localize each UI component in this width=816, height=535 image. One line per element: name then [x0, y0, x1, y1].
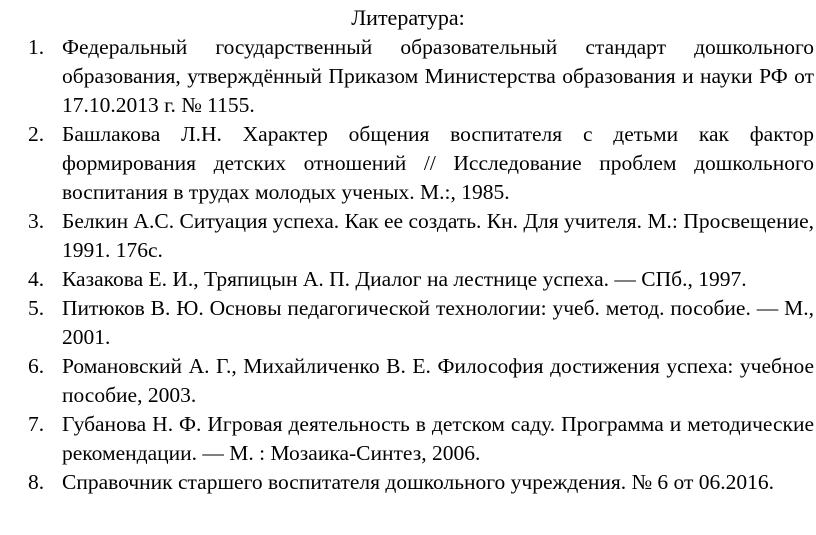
reference-item: [0, 207, 816, 265]
reference-number: 4.: [28, 267, 45, 291]
page-title: Литература:: [351, 5, 465, 30]
reference-item: [0, 265, 816, 294]
reference-number: 3.: [28, 209, 45, 233]
reference-text: Казакова Е. И., Тряпицын А. П. Диалог на лестнице успеха. — СПб., 1997.: [62, 267, 747, 291]
reference-number: 6.: [28, 354, 45, 378]
reference-text: Федеральный государственный образовательный стандарт дошкольного образования, утверждённый Приказом Министерства образования и науки РФ от 17.10.2013 г. № 1155.: [62, 35, 814, 117]
reference-text: Губанова Н. Ф. Игровая деятельность в детском саду. Программа и методические рекомендации. — М. : Мозаика-Синтез, 2006.: [62, 412, 814, 465]
reference-list: [0, 33, 816, 497]
reference-number: 5.: [28, 296, 45, 320]
reference-text: Питюков В. Ю. Основы педагогической технологии: учеб. метод. пособие. — М., 2001.: [62, 296, 814, 349]
reference-item: [0, 352, 816, 410]
reference-text: Башлакова Л.Н. Характер общения воспитателя с детьми как фактор формирования детских отношений // Исследование проблем дошкольного воспитания в трудах молодых ученых. М.:, 1985.: [62, 122, 814, 204]
reference-number: 7.: [28, 412, 45, 436]
reference-number: 8.: [28, 470, 45, 494]
reference-item: [0, 33, 816, 120]
reference-item: [0, 468, 816, 497]
reference-number: 1.: [28, 35, 45, 59]
reference-item: [0, 410, 816, 468]
reference-text: Романовский А. Г., Михайличенко В. Е. Философия достижения успеха: учебное пособие, 2003.: [62, 354, 814, 407]
reference-item: [0, 294, 816, 352]
reference-text: Белкин А.С. Ситуация успеха. Как ее создать. Кн. Для учителя. М.: Просвещение, 1991. 176с.: [62, 209, 814, 262]
reference-item: [0, 120, 816, 207]
reference-number: 2.: [28, 122, 45, 146]
reference-text: Справочник старшего воспитателя дошкольного учреждения. № 6 от 06.2016.: [62, 470, 775, 494]
